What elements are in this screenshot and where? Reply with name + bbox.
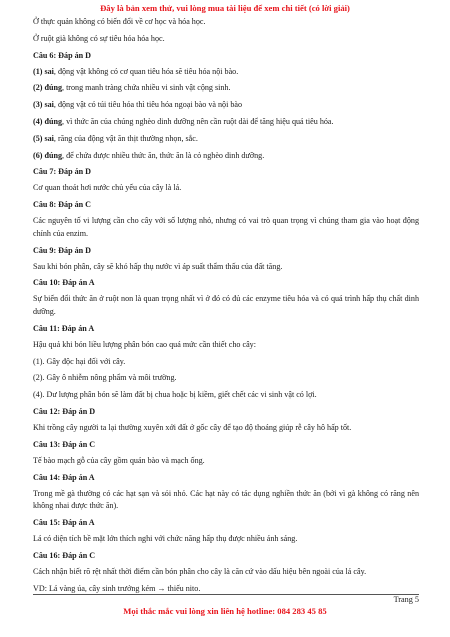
question-heading: Câu 16: Đáp án C (33, 550, 96, 560)
explanation-text: (4). Dư lượng phân bón sẽ làm đất bị chua hoặc bị kiềm, giết chết các vi sinh vật có lợi. (33, 390, 317, 400)
explanation-text: Sự biến đổi thức ăn ở ruột non là quan trọng nhất vì ở đó có đủ các enzyme tiêu hóa và có quá trình hấp thụ chất dinh dưỡng. (33, 294, 419, 316)
question-heading: Câu 6: Đáp án D (33, 50, 92, 60)
explanation-text: Lá có diện tích bề mặt lớn thích nghi với chức năng hấp thụ được nhiều ánh sáng. (33, 533, 298, 543)
statement-verdict: (4) đúng (33, 117, 63, 127)
explanation-text: Ở thực quản không có biến đổi về cơ học và hóa học. (33, 17, 206, 26)
explanation-text: Trong mề gà thường có các hạt sạn và sỏi nhỏ. Các hạt này có tác dụng nghiền thức ăn (bởi vì gà không có răng nên không nhai được thức ăn). (33, 488, 419, 511)
explanation-text: Cơ quan thoát hơi nước chủ yếu của cây là lá. (33, 183, 182, 193)
answer-statement (33, 66, 419, 78)
question-heading: Câu 10: Đáp án A (33, 278, 95, 288)
explanation-text: (1). Gây độc hại đối với cây. (33, 356, 126, 366)
question-heading: Câu 7: Đáp án D (33, 167, 92, 177)
hotline-footer: Mọi thắc mắc vui lòng xin liên hệ hotline: 084 283 45 85 (123, 606, 327, 616)
answer-statement (33, 150, 419, 162)
explanation-text: Các nguyên tố vi lượng cần cho cây với số lượng nhỏ, nhưng có vai trò quan trọng vì chúng tham gia vào hoạt động chính của enzim. (33, 216, 419, 238)
statement-text: , để chứa được nhiều thức ăn, thức ăn là cỏ nghèo dinh dưỡng. (62, 150, 265, 160)
question-heading: Câu 8: Đáp án C (33, 200, 92, 210)
explanation-text: Hậu quả khi bón liều lượng phân bón cao quá mức cần thiết cho cây: (33, 339, 256, 349)
statement-text: , động vật có túi tiêu hóa thì tiêu hóa ngoại bào và nội bào (53, 100, 243, 110)
explanation-text: Cách nhận biết rõ rệt nhất thời điểm cần bón phân cho cây là căn cứ vào dấu hiệu bên ngoài của lá cây. (33, 566, 367, 576)
question-heading: Câu 12: Đáp án D (33, 406, 96, 416)
answer-statement (33, 133, 419, 145)
question-heading: Câu 9: Đáp án D (33, 245, 92, 255)
answer-statement (33, 82, 419, 94)
page-number: Trang 5 (393, 595, 419, 604)
statement-verdict: (5) sai (33, 133, 54, 143)
answer-content (33, 16, 419, 599)
statement-verdict: (1) sai (33, 66, 54, 76)
question-heading: Câu 11: Đáp án A (33, 323, 95, 333)
preview-banner: Đây là bản xem thử, vui lòng mua tài liệu để xem chi tiết (có lời giải) (100, 3, 350, 13)
answer-statement (33, 116, 419, 128)
question-heading: Câu 15: Đáp án A (33, 517, 95, 527)
statement-text: , răng của động vật ăn thịt thường nhọn, sắc. (53, 133, 198, 143)
statement-text: , vì thức ăn của chúng nghèo dinh dưỡng nên cần ruột dài để tăng hiệu quả tiêu hóa. (62, 117, 334, 127)
statement-text: , trong manh tràng chứa nhiều vi sinh vật cộng sinh. (62, 83, 231, 93)
question-heading: Câu 13: Đáp án C (33, 439, 96, 449)
statement-verdict: (2) đúng (33, 83, 63, 93)
explanation-text: (2). Gây ô nhiễm nông phẩm và môi trường. (33, 373, 177, 383)
statement-verdict: (6) đúng (33, 150, 63, 160)
footer-divider (33, 594, 419, 595)
statement-text: , động vật không có cơ quan tiêu hóa sẽ tiêu hóa nội bào. (53, 66, 239, 76)
question-heading: Câu 14: Đáp án A (33, 472, 95, 482)
explanation-text: Khi trồng cây người ta lại thường xuyên xới đất ở gốc cây để tạo độ thoáng giúp rễ cây hô hấp tốt. (33, 422, 352, 432)
explanation-text: Ở ruột già không có sự tiêu hóa hóa học. (33, 33, 165, 43)
statement-verdict: (3) sai (33, 100, 54, 110)
answer-statement (33, 99, 419, 111)
explanation-text: Tế bào mạch gỗ của cây gồm quản bào và mạch ống. (33, 455, 205, 465)
explanation-text: Sau khi bón phân, cây sẽ khó hấp thụ nước vì áp suất thẩm thấu của đất tăng. (33, 261, 283, 271)
explanation-text: VD: Lá vàng úa, cây sinh trưởng kém → thiếu nito. (33, 583, 201, 593)
